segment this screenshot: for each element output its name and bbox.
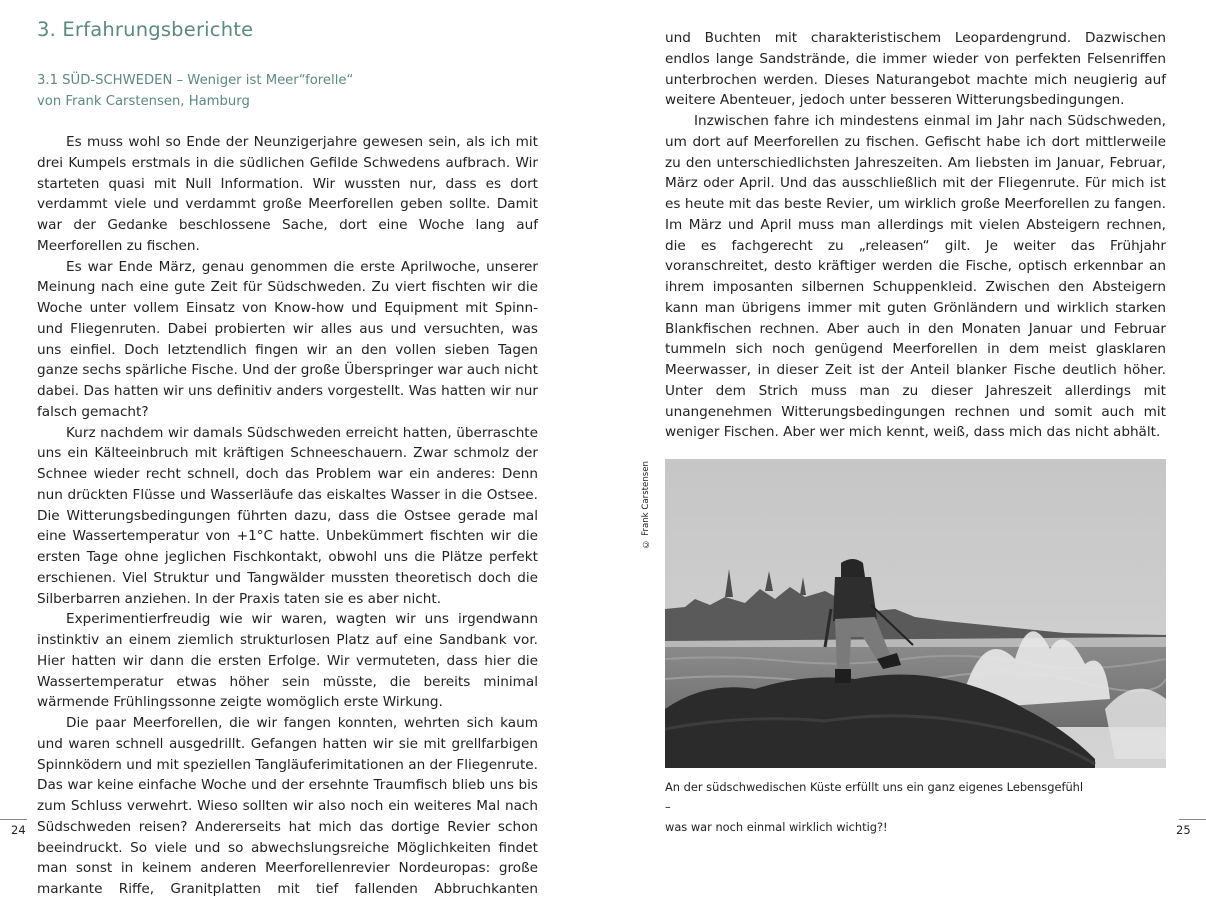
page-number-rule [0,819,27,820]
section-author: von Frank Carstensen, Hamburg [37,94,250,109]
paragraph: Es war Ende März, genau genommen die erste Aprilwoche, unserer Meinung nach eine gute Zeit für Südschweden. Zu viert fischten wir die Woche unter vollem Einsatz von Know-how und Equipment mit Spinn- und Fliegenruten. Dabei probierten wir alles aus und versuchten, was uns einfiel. Doch letztendlich fingen wir an den vollen sieben Tagen ganze sechs spärliche Fische. Und der große Überspringer war auch nicht dabei. Das hatten wir uns definitiv anders vorgestellt. Was hatten wir nur falsch gemacht? [37,258,538,420]
page-number-rule [1179,819,1206,820]
paragraph: Kurz nachdem wir damals Südschweden erreicht hatten, überraschte uns ein Kälteeinbruch mit kräftigen Schneeschauern. Zwar schmolz der Schnee wieder recht schnell, doch das Problem war ein anderes: Denn nun drückten Flüsse und Wasserläufe das eiskaltes Wasser in die Ostsee. Die Witterungsbedingungen führten dazu, dass die Ostsee gerade mal eine Wassertemperatur von +1°C hatte. Unbekümmert fischten wir die ersten Tage ohne jeglichen Fischkontakt, obwohl uns die Plätze perfekt erschienen. Viel Struktur und Tangwälder mussten theoretisch doch die Silberbarren anziehen. In der Praxis taten sie es aber nicht. [37,424,538,607]
photo-illustration [665,459,1166,768]
paragraph: Es muss wohl so Ende der Neunzigerjahre gewesen sein, als ich mit drei Kumpels erstmals in die südlichen Gefilde Schwedens aufbrach. Wir starteten quasi mit Null Information. Wir wussten nur, dass es dort verdammt viele und verdammt große Meerforellen geben sollte. Damit war der Gedanke beschlossene Sache, dort eine Woche lang auf Meerforellen zu fischen. [37,134,538,254]
left-body-text [37,132,538,900]
paragraph: Die paar Meerforellen, die wir fangen konnten, wehrten sich kaum und waren schnell ausgedrillt. Gefangen hatten wir sie mit grellfarbigen Spinnködern und mit speziellen Tangläuferimitationen an der Fliegenrute. Das war keine einfache Woche und der ersehnte Traumfisch blieb uns bis zum Schluss verwehrt. Wieso sollten wir also noch ein weiteres Mal nach Südschweden reisen? Andererseits hat mich das dortige Revier schon beeindruckt. So viele und so abwechslungsreiche Möglichkeiten findet man sonst in keinem anderen Meerforellenrevier Nordeuropas: große markante Riffe, Granitplatten mit tief fallenden Abbruchkanten [37,715,538,897]
page-number: 24 [11,823,26,837]
right-body-text [665,28,1166,443]
right-page [603,0,1206,853]
coast-photo [665,459,1166,768]
chapter-title: 3. Erfahrungsberichte [37,18,254,41]
left-page [0,0,603,897]
paragraph: Experimentierfreudig wie wir waren, wagten wir uns irgendwann instinktiv an einem ziemlich strukturlosen Platz auf eine Sandbank vor. Hier hatten wir dann die ersten Erfolge. Wir vermuteten, dass hier die Wassertemperatur etwas höher sein müsste, die bereits minimal wärmende Frühlingssonne zeigte womöglich erste Wirkung. [37,611,538,711]
photo-caption [665,777,1085,837]
paragraph: und Buchten mit charakteristischem Leopardengrund. Dazwischen endlos lange Sandstrände, die immer wieder von perfekten Felsenriffen unterbrochen werden. Dieses Naturangebot machte mich neugierig auf weitere Abenteuer, jedoch unter besseren Witterungsbedingungen. [665,30,1166,109]
page-number: 25 [1176,823,1191,837]
section-heading [37,70,353,112]
caption-line: An der südschwedischen Küste erfüllt uns ein ganz eigenes Lebensgefühl – [665,780,1084,814]
photo-credit: © Frank Carstensen [641,461,651,549]
caption-line: was war noch einmal wirklich wichtig?! [665,820,888,834]
section-title: 3.1 SÜD-SCHWEDEN – Weniger ist Meer“forelle“ [37,73,354,88]
paragraph: Inzwischen fahre ich mindestens einmal im Jahr nach Südschweden, um dort auf Meerforellen zu fischen. Gefischt habe ich dort mittlerweile zu den unterschiedlichsten Jahreszeiten. Am liebsten im Januar, Februar, März oder April. Und das ausschließlich mit der Fliegenrute. Für mich ist es heute mit das beste Revier, um wirklich große Meerforellen zu fangen. Im März und April muss man allerdings mit vielen Absteigern rechnen, die es fachgerecht zu „releasen“ gilt. Je weiter das Frühjahr voranschreitet, desto kräftiger werden die Fische, optisch erkennbar an ihrem imposanten silbernen Schuppenkleid. Zwischen den Absteigern kann man übrigens immer mit guten Grönländern und wirklich starken Blankfischen rechnen. Aber auch in den Monaten Januar und Februar tummeln sich noch genügend Meerforellen in dem meist glasklaren Meerwasser, in dieser Zeit ist der Anteil blanker Fische deutlich höher. Unter dem Strich muss man zu dieser Jahreszeit allerdings mit unangenehmen Witterungsbedingungen rechnen und somit auch mit weniger Fischen. Aber wer mich kennt, weiß, dass mich das nicht abhält. [665,113,1166,441]
